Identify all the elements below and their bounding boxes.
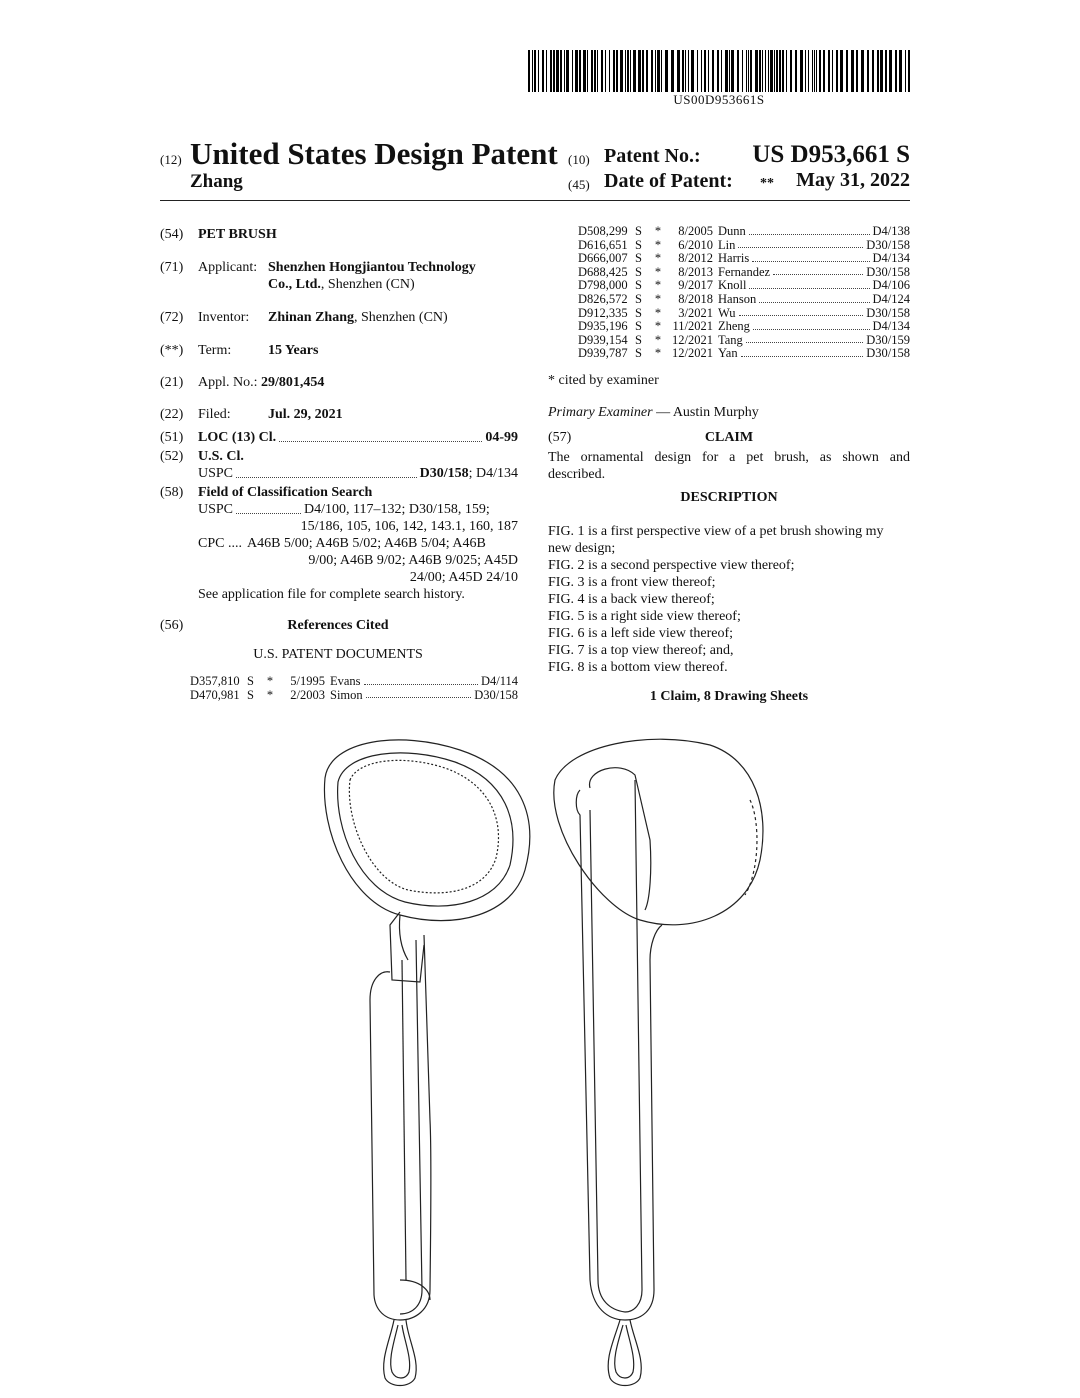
right-references-list — [578, 225, 910, 361]
ref-star: * — [654, 251, 662, 266]
applicant-label: Applicant: — [198, 260, 258, 275]
claims-sheets-count: 1 Claim, 8 Drawing Sheets — [649, 689, 809, 704]
code-52: (52) — [160, 449, 184, 464]
patent-date: May 31, 2022 — [796, 169, 910, 191]
barcode-bar — [762, 50, 763, 92]
reference-row — [190, 675, 518, 689]
barcode-bar — [697, 50, 698, 92]
reference-row — [578, 225, 910, 239]
ref-class: D30/158 — [866, 346, 910, 361]
header-divider — [160, 200, 910, 201]
barcode-bar — [560, 50, 562, 92]
code-45: (45) — [568, 177, 590, 192]
ref-date: 8/2013 — [678, 264, 713, 279]
term-label: Term: — [198, 343, 232, 358]
barcode-bar — [808, 50, 809, 92]
appl-line — [198, 374, 324, 391]
ref-star: * — [654, 346, 662, 361]
barcode-bar — [613, 50, 615, 92]
uspc-secondary: ; D4/134 — [468, 466, 518, 481]
leader-dots — [753, 320, 870, 330]
examiner-label: Primary Examiner — [548, 405, 653, 420]
reference-row — [578, 279, 910, 293]
code-22: (22) — [160, 407, 184, 422]
ref-name: Simon — [330, 687, 363, 702]
ref-class: D4/134 — [872, 319, 910, 334]
examiner-line — [548, 404, 759, 421]
code-56: (56) — [160, 618, 184, 633]
ref-kind: S — [635, 251, 642, 266]
leader-dots — [749, 279, 869, 289]
fig-description: FIG. 2 is a second perspective view thereof; — [548, 558, 795, 573]
code-10: (10) — [568, 152, 590, 167]
ref-number: D508,299 — [578, 224, 628, 238]
barcode-bar — [790, 50, 792, 92]
ref-star: * — [266, 674, 274, 688]
references-cited-title: References Cited — [287, 618, 389, 633]
brush-right — [554, 739, 763, 1385]
appl-label: Appl. No.: — [198, 375, 258, 390]
barcode-bar — [542, 50, 544, 92]
barcode-bar — [795, 50, 797, 92]
barcode-bar — [836, 50, 838, 92]
reference-row — [578, 239, 910, 253]
description-title: DESCRIPTION — [680, 490, 778, 505]
barcode-bar — [704, 50, 706, 92]
patent-number: US D953,661 S — [752, 141, 910, 168]
term-value: 15 Years — [268, 343, 319, 358]
search-cpc-line — [198, 535, 518, 552]
barcode-bar — [627, 50, 629, 92]
ref-kind: S — [635, 332, 642, 347]
ref-number: D616,651 — [578, 237, 628, 252]
ref-class: D30/159 — [866, 332, 910, 347]
search-cpc-3: 24/00; A45D 24/10 — [409, 570, 518, 585]
left-references-list — [190, 675, 518, 702]
barcode-bar — [591, 50, 593, 92]
ref-name: Knoll — [718, 278, 747, 293]
barcode-bar — [768, 50, 769, 92]
barcode-bar — [774, 50, 775, 92]
inventor-location: , Shenzhen (CN) — [354, 310, 448, 325]
ref-kind: S — [635, 319, 642, 334]
leader-dots — [364, 675, 478, 685]
inventor-label: Inventor: — [198, 310, 250, 325]
barcode-bar — [748, 50, 749, 92]
ref-date: 12/2021 — [672, 346, 713, 361]
fig-description: FIG. 3 is a front view thereof; — [548, 575, 716, 590]
barcode-bar — [534, 50, 536, 92]
search-uspc-1: D4/100, 117–132; D30/158, 159; — [304, 502, 490, 517]
barcode-bar — [630, 50, 631, 92]
reference-row — [578, 347, 910, 361]
ref-number: D939,787 — [578, 346, 628, 361]
applicant-name: Shenzhen Hongjiantou Technology — [268, 260, 476, 275]
barcode-bar — [682, 50, 684, 92]
barcode-bar — [800, 50, 803, 92]
ref-class: D30/158 — [866, 237, 910, 252]
brush-left — [324, 740, 529, 1386]
barcode-bar — [832, 50, 833, 92]
barcode-bar — [717, 50, 719, 92]
fig-description: FIG. 8 is a bottom view thereof. — [548, 660, 728, 675]
fig-description: FIG. 7 is a top view thereof; and, — [548, 643, 734, 658]
barcode-bar — [782, 50, 784, 92]
barcode-bar — [851, 50, 854, 92]
barcode — [528, 50, 910, 92]
leader-dots — [236, 465, 417, 478]
ref-class: D30/158 — [866, 264, 910, 279]
ref-star: * — [266, 687, 274, 702]
barcode-bar — [828, 50, 830, 92]
cited-by-examiner: * cited by examiner — [548, 373, 659, 388]
barcode-bar — [725, 50, 728, 92]
barcode-bar — [625, 50, 626, 92]
figure-list — [548, 523, 910, 676]
ref-star: * — [654, 291, 662, 306]
leader-dots — [739, 307, 864, 317]
fig-description: FIG. 1 is a first perspective view of a pet brush showing my — [548, 524, 884, 539]
barcode-bar — [661, 50, 662, 92]
date-label: Date of Patent: — [604, 170, 733, 192]
barcode-bar — [597, 50, 598, 92]
barcode-bar — [532, 50, 533, 92]
code-51: (51) — [160, 430, 184, 445]
barcode-bar — [583, 50, 586, 92]
barcode-bar — [685, 50, 686, 92]
search-history-note: See application file for complete search history. — [198, 587, 465, 602]
barcode-bar — [677, 50, 680, 92]
ref-class: D4/138 — [872, 224, 910, 238]
barcode-bar — [746, 50, 747, 92]
ref-number: D798,000 — [578, 278, 628, 293]
barcode-bar — [620, 50, 623, 92]
barcode-bar — [823, 50, 825, 92]
code-58: (58) — [160, 485, 184, 500]
pet-brush-drawing — [290, 720, 790, 1390]
search-cpc-2: 9/00; A46B 9/02; A46B 9/025; A45D — [308, 553, 518, 568]
filed-label: Filed: — [198, 407, 231, 422]
barcode-bar — [895, 50, 897, 92]
ref-star: * — [654, 237, 662, 252]
barcode-bar — [671, 50, 674, 92]
ref-star: * — [654, 319, 662, 334]
ref-name: Dunn — [718, 224, 746, 238]
ref-name: Tang — [718, 332, 743, 347]
barcode-bar — [587, 50, 588, 92]
barcode-bar — [633, 50, 636, 92]
barcode-bar — [742, 50, 743, 92]
barcode-bar — [814, 50, 815, 92]
search-field-label: Field of Classification Search — [198, 485, 373, 500]
ref-number: D470,981 — [190, 687, 240, 702]
ref-star: * — [654, 332, 662, 347]
search-uspc-line — [198, 501, 518, 518]
search-cpc-1: A46B 5/00; A46B 5/02; A46B 5/04; A46B — [246, 536, 486, 551]
ref-kind: S — [635, 346, 642, 361]
ref-date: 11/2021 — [672, 319, 713, 334]
ref-name: Yan — [718, 346, 738, 361]
barcode-bar — [905, 50, 906, 92]
leader-dots — [752, 252, 869, 262]
barcode-bar — [572, 50, 573, 92]
barcode-bar — [575, 50, 578, 92]
ref-name: Harris — [718, 251, 750, 266]
barcode-bar — [867, 50, 869, 92]
barcode-bar — [819, 50, 821, 92]
barcode-bar — [550, 50, 552, 92]
barcode-bar — [564, 50, 565, 92]
ref-number: D939,154 — [578, 332, 628, 347]
leader-dots — [759, 293, 869, 303]
ref-name: Zheng — [718, 319, 750, 334]
ref-kind: S — [635, 278, 642, 293]
reference-row — [190, 689, 518, 703]
barcode-bar — [538, 50, 539, 92]
barcode-bar — [546, 50, 547, 92]
ref-name: Wu — [718, 305, 736, 320]
fig-description: FIG. 6 is a left side view thereof; — [548, 626, 734, 641]
barcode-bar — [579, 50, 581, 92]
barcode-bar — [861, 50, 864, 92]
barcode-bar — [786, 50, 787, 92]
title-of-design: PET BRUSH — [198, 227, 277, 242]
ref-kind: S — [635, 264, 642, 279]
loc-label: LOC (13) Cl. — [198, 430, 277, 445]
ref-kind: S — [635, 291, 642, 306]
applicant-name-cont — [268, 276, 415, 293]
barcode-bar — [701, 50, 702, 92]
inventor-line — [268, 309, 448, 326]
barcode-bar — [594, 50, 596, 92]
barcode-bar — [737, 50, 739, 92]
barcode-bar — [840, 50, 843, 92]
leader-dots — [236, 501, 301, 514]
barcode-bar — [657, 50, 660, 92]
barcode-bar — [872, 50, 874, 92]
barcode-bar — [566, 50, 569, 92]
ref-date: 8/2018 — [678, 291, 713, 306]
barcode-bar — [899, 50, 902, 92]
claim-text-1: The ornamental design for a pet brush, as shown and — [548, 450, 910, 465]
ref-date: 9/2017 — [678, 278, 713, 293]
patent-no-label: Patent No.: — [604, 145, 701, 167]
barcode-bar — [856, 50, 858, 92]
barcode-bar — [721, 50, 722, 92]
claim-text-2: described. — [548, 467, 606, 482]
reference-row — [578, 252, 910, 266]
barcode-bar — [770, 50, 773, 92]
ref-kind: S — [247, 687, 254, 702]
fig-description: new design; — [548, 541, 616, 556]
barcode-bar — [691, 50, 694, 92]
barcode-bar — [729, 50, 730, 92]
ref-date: 5/1995 — [290, 674, 325, 688]
appl-number: 29/801,454 — [261, 375, 325, 390]
barcode-bar — [556, 50, 559, 92]
search-cpc-label: CPC .... — [198, 536, 242, 551]
code-12: (12) — [160, 152, 182, 167]
barcode-bar — [528, 50, 530, 92]
claim-title: CLAIM — [704, 430, 754, 445]
examiner-name: — Austin Murphy — [656, 405, 759, 420]
ref-date: 3/2021 — [678, 305, 713, 320]
inventor-surname: Zhang — [190, 171, 243, 192]
barcode-bar — [765, 50, 766, 92]
barcode-bar — [759, 50, 761, 92]
barcode-bar — [646, 50, 648, 92]
fig-description: FIG. 5 is a right side view thereof; — [548, 609, 741, 624]
barcode-bar — [616, 50, 618, 92]
barcode-bar — [655, 50, 656, 92]
barcode-bar — [812, 50, 813, 92]
barcode-bar — [805, 50, 806, 92]
barcode-bar — [877, 50, 879, 92]
barcode-bar — [708, 50, 709, 92]
ref-date: 12/2021 — [672, 332, 713, 347]
barcode-bar — [889, 50, 892, 92]
ref-class: D4/106 — [872, 278, 910, 293]
leader-dots — [746, 334, 863, 344]
barcode-bar — [638, 50, 641, 92]
barcode-bar — [605, 50, 606, 92]
patent-type-title: United States Design Patent — [190, 136, 558, 171]
ref-name: Fernandez — [718, 264, 771, 279]
reference-row — [578, 307, 910, 321]
barcode-bar — [776, 50, 778, 92]
code-term: (**) — [160, 343, 184, 358]
code-72: (72) — [160, 310, 184, 325]
leader-dots — [738, 239, 863, 249]
date-mark: ** — [760, 176, 774, 191]
ref-number: D826,572 — [578, 291, 628, 306]
barcode-bar — [553, 50, 555, 92]
ref-star: * — [654, 264, 662, 279]
barcode-bar — [880, 50, 883, 92]
code-54: (54) — [160, 227, 184, 242]
ref-kind: S — [635, 305, 642, 320]
barcode-bar — [651, 50, 653, 92]
barcode-bar — [642, 50, 644, 92]
uspc-label: USPC — [198, 466, 234, 481]
ref-name: Evans — [330, 674, 361, 688]
barcode-bar — [609, 50, 610, 92]
ref-date: 8/2005 — [678, 224, 713, 238]
ref-number: D912,335 — [578, 305, 628, 320]
us-patent-documents-title: U.S. PATENT DOCUMENTS — [253, 647, 423, 662]
ref-name: Hanson — [718, 291, 757, 306]
ref-class: D4/124 — [872, 291, 910, 306]
ref-kind: S — [635, 237, 642, 252]
uspc-main: D30/158 — [419, 466, 469, 481]
ref-class: D30/158 — [866, 305, 910, 320]
code-71: (71) — [160, 260, 184, 275]
ref-star: * — [654, 305, 662, 320]
search-uspc-2: 15/186, 105, 106, 142, 143.1, 160, 187 — [300, 519, 518, 534]
uspc-line — [198, 465, 518, 482]
ref-number: D688,425 — [578, 264, 628, 279]
ref-number: D935,196 — [578, 319, 628, 334]
ref-class: D4/114 — [480, 674, 518, 688]
ref-star: * — [654, 278, 662, 293]
ref-kind: S — [247, 674, 254, 688]
barcode-bar — [601, 50, 603, 92]
fig-description: FIG. 4 is a back view thereof; — [548, 592, 715, 607]
ref-class: D4/134 — [872, 251, 910, 266]
leader-dots — [749, 225, 870, 235]
barcode-bar — [755, 50, 758, 92]
ref-star: * — [654, 224, 662, 238]
ref-number: D666,007 — [578, 251, 628, 266]
barcode-number: US00D953661S — [673, 92, 765, 107]
code-57: (57) — [548, 430, 572, 445]
barcode-bar — [750, 50, 752, 92]
search-uspc-label: USPC — [198, 502, 234, 517]
ref-date: 8/2012 — [678, 251, 713, 266]
applicant-location: , Shenzhen (CN) — [320, 277, 415, 292]
barcode-bar — [779, 50, 781, 92]
loc-value: 04-99 — [485, 430, 518, 445]
barcode-bar — [816, 50, 817, 92]
barcode-bar — [712, 50, 714, 92]
applicant-name-2: Co., Ltd. — [268, 277, 321, 292]
barcode-bar — [908, 50, 910, 92]
leader-dots — [366, 689, 472, 699]
barcode-bar — [731, 50, 734, 92]
ref-date: 2/2003 — [290, 687, 325, 702]
ref-class: D30/158 — [474, 687, 518, 702]
reference-row — [578, 266, 910, 280]
barcode-bar — [885, 50, 887, 92]
ref-number: D357,810 — [190, 674, 240, 688]
inventor-name: Zhinan Zhang — [268, 310, 354, 325]
reference-row — [578, 293, 910, 307]
leader-dots — [279, 429, 482, 442]
us-cl-label: U.S. Cl. — [198, 449, 244, 464]
ref-name: Lin — [718, 237, 736, 252]
reference-row — [578, 320, 910, 334]
barcode-bar — [688, 50, 689, 92]
ref-date: 6/2010 — [678, 237, 713, 252]
ref-kind: S — [635, 224, 642, 238]
barcode-bar — [846, 50, 848, 92]
filed-date: Jul. 29, 2021 — [268, 407, 343, 422]
code-21: (21) — [160, 375, 184, 390]
loc-line — [198, 429, 518, 446]
leader-dots — [773, 266, 863, 276]
leader-dots — [741, 347, 864, 357]
reference-row — [578, 334, 910, 348]
barcode-bar — [665, 50, 668, 92]
